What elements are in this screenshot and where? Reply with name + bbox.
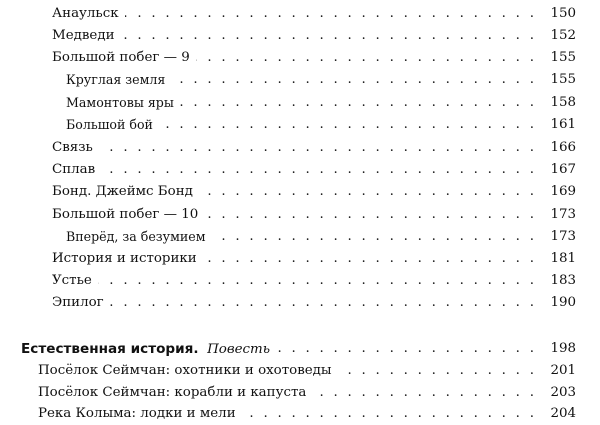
toc-entry-page: 161 [545,114,576,136]
toc-section-entry[interactable] [0,338,600,360]
toc-entry-title: Эпилог [52,292,110,314]
toc-entry[interactable] [0,47,600,69]
toc-entry-page: 190 [545,292,576,314]
toc-entry[interactable] [0,204,600,226]
toc-entry-title: Медведи [52,25,121,47]
toc-entry[interactable] [0,181,600,203]
leader-dots [52,137,576,159]
toc-entry-page: 173 [545,204,576,226]
toc-entry-title: Большой побег — 10 [52,204,204,226]
toc-entry[interactable] [0,292,600,314]
toc-entry[interactable] [0,248,600,270]
toc-entry-page: 173 [545,226,576,248]
toc-entry[interactable] [0,403,600,425]
toc-entry-page: 155 [545,69,576,91]
leader-dots [52,3,576,25]
toc-entry-title: Река Колыма: лодки и мели [38,403,242,425]
toc-entry-page: 201 [545,360,576,382]
toc-entry-title: История и историки [52,248,203,270]
toc-entry-page: 155 [545,47,576,69]
toc-entry-title: Круглая земля [66,69,171,91]
toc-subentry[interactable] [0,69,600,91]
toc-entry-page: 150 [545,3,576,25]
toc-entry-title: Бонд. Джеймс Бонд [52,181,199,203]
section-title-bold: Естественная история. [21,341,199,357]
toc-entry-page: 167 [545,159,576,181]
toc-entry-title: Посёлок Сеймчан: охотники и охотоведы [38,360,338,382]
toc-entry-title: Посёлок Сеймчан: корабли и капуста [38,382,312,404]
leader-dots [52,159,576,181]
leader-dots [52,25,576,47]
toc-entry-title: Вперёд, за безумием [66,226,212,248]
toc-entry[interactable] [0,360,600,382]
toc-entry[interactable] [0,137,600,159]
toc-entry-page: 166 [545,137,576,159]
toc-entry-title: Связь [52,137,99,159]
toc-entry-page: 183 [545,270,576,292]
toc-entry-title: Сплав [52,159,101,181]
toc-entry-title: Большой бой [66,114,159,136]
toc-entry[interactable] [0,3,600,25]
toc-section-title [21,338,276,361]
toc-entry-page: 203 [545,382,576,404]
toc-subentry[interactable] [0,92,600,114]
toc-entry-page: 152 [545,25,576,47]
toc-entry[interactable] [0,382,600,404]
toc-entry-title: Устье [52,270,98,292]
section-title-italic: Повесть [207,342,271,357]
toc-entry-page: 169 [545,181,576,203]
toc-entry-page: 198 [545,338,576,360]
toc-entry-page: 158 [545,92,576,114]
toc-entry-title: Мамонтовы яры [66,92,180,114]
toc-entry-page: 181 [545,248,576,270]
toc-entry-title: Большой побег — 9 [52,47,196,69]
toc-subentry[interactable] [0,114,600,136]
toc-entry[interactable] [0,270,600,292]
toc-entry[interactable] [0,25,600,47]
toc-entry-title: Анаульск [52,3,125,25]
toc-entry-page: 204 [545,403,576,425]
toc-entry[interactable] [0,159,600,181]
leader-dots [52,270,576,292]
toc-subentry[interactable] [0,226,600,248]
leader-dots [52,292,576,314]
